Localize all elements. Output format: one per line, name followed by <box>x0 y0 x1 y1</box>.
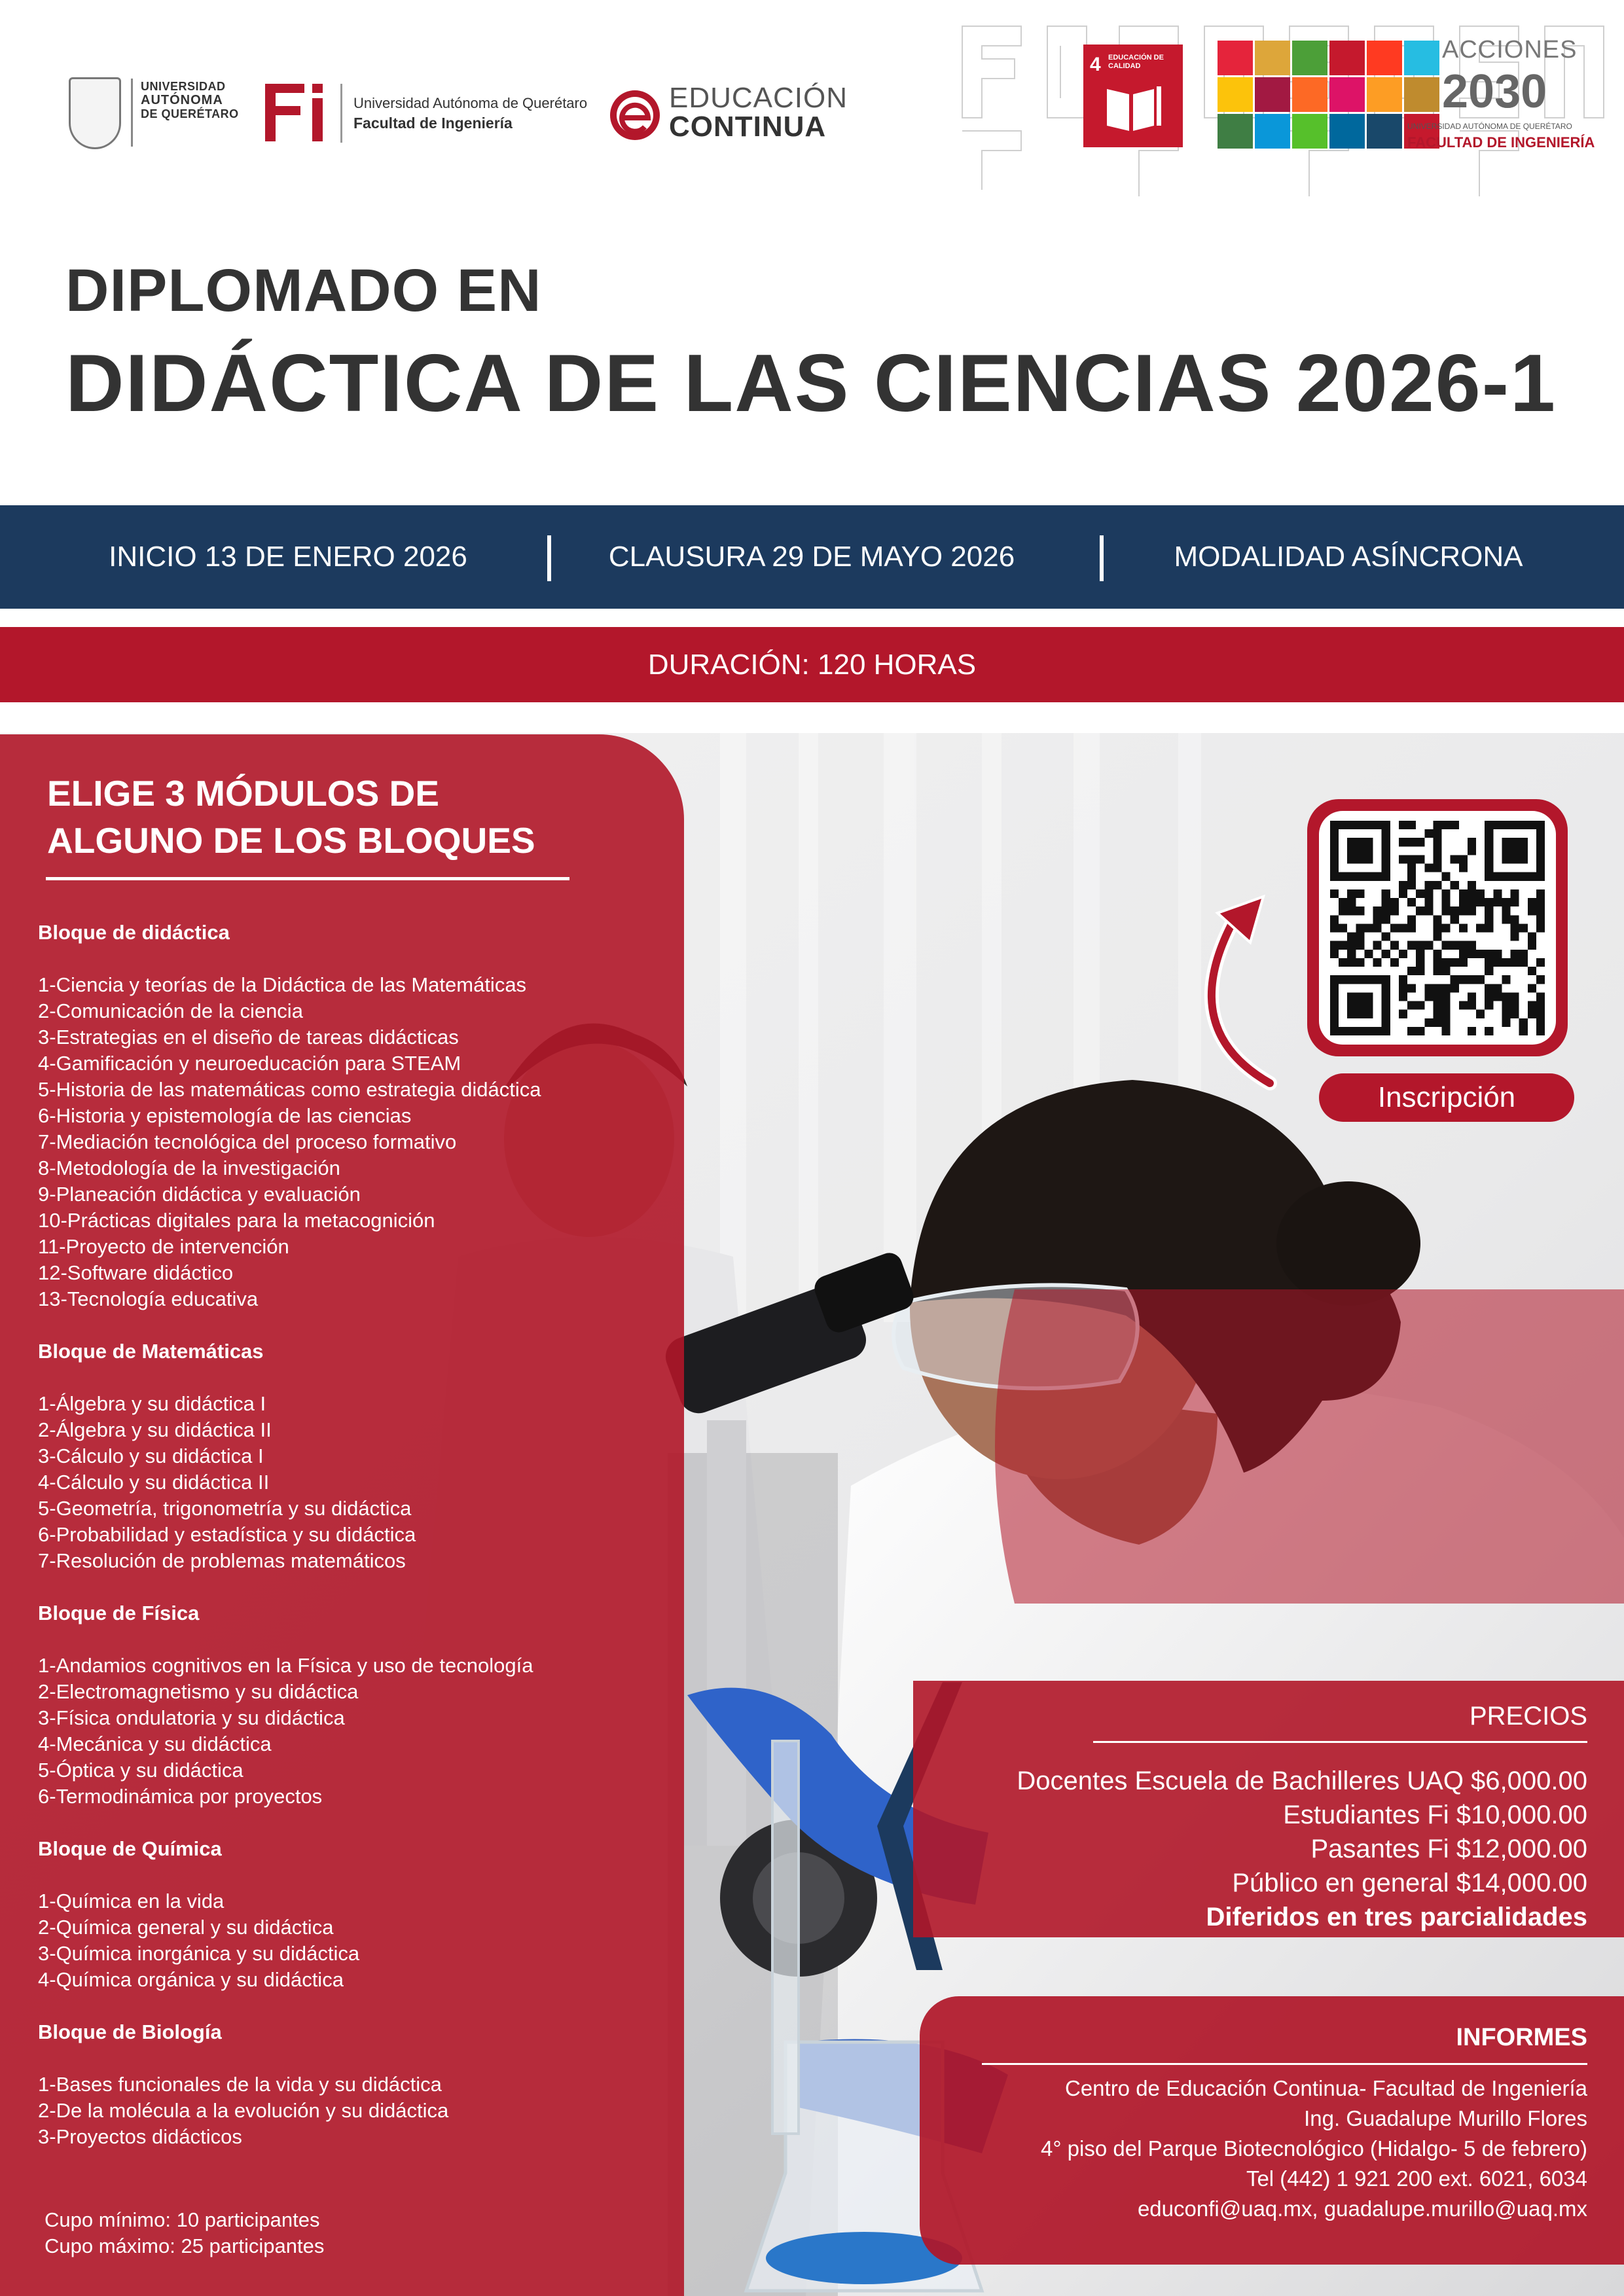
module-block-title: Bloque de Química <box>38 1837 222 1860</box>
capacity-info <box>45 2207 324 2259</box>
module-item: 3-Física ondulatoria y su didáctica <box>38 1706 345 1729</box>
module-item: 3-Estrategias en el diseño de tareas didácticas <box>38 1026 459 1049</box>
fi-logo-text <box>353 94 602 133</box>
module-item: 12-Software didáctico <box>38 1261 234 1284</box>
acciones-year: 2030 <box>1442 65 1547 118</box>
module-item: 6-Termodinámica por proyectos <box>38 1785 323 1808</box>
module-block <box>38 2019 660 2150</box>
uaq-logo-line-3: DE QUERÉTARO <box>141 107 239 120</box>
sdg-tile <box>1218 114 1253 149</box>
module-block-title: Bloque de Biología <box>38 2020 222 2043</box>
sdg-tile <box>1218 77 1253 112</box>
module-block <box>38 920 660 1312</box>
book-pencil-icon <box>1103 82 1163 135</box>
acciones-word: ACCIONES <box>1442 36 1578 63</box>
capacity-max: Cupo máximo: 25 participantes <box>45 2234 325 2257</box>
sdg-4-badge <box>1083 45 1183 147</box>
modules-heading-line-2: ALGUNO DE LOS BLOQUES <box>47 820 535 861</box>
fi-logo-line-1: Universidad Autónoma de Querétaro <box>353 95 588 111</box>
uaq-logo-divider <box>131 79 133 147</box>
module-item: 4-Mecánica y su didáctica <box>38 1732 272 1755</box>
module-block-title: Bloque de didáctica <box>38 921 230 944</box>
page-title-line-2: DIDÁCTICA DE LAS CIENCIAS 2026-1 <box>65 338 1557 429</box>
module-item: 1-Andamios cognitivos en la Física y uso de tecnología <box>38 1654 533 1677</box>
duration-text: DURACIÓN: 120 HORAS <box>647 649 977 681</box>
module-item: 4-Química orgánica y su didáctica <box>38 1968 344 1991</box>
curved-arrow-icon <box>1191 887 1309 1103</box>
educacion-continua-logo-text <box>669 84 848 141</box>
sdg-tile <box>1367 77 1402 112</box>
info-phone[interactable]: Tel (442) 1 921 200 ext. 6021, 6034 <box>1246 2166 1587 2191</box>
info-heading: INFORMES <box>1456 2024 1587 2051</box>
end-date: CLAUSURA 29 DE MAYO 2026 <box>608 541 1015 573</box>
module-item: 1-Álgebra y su didáctica I <box>38 1392 266 1415</box>
module-item: 4-Gamificación y neuroeducación para STEAM <box>38 1052 461 1075</box>
info-center: Centro de Educación Continua- Facultad de Ingeniería <box>1064 2076 1587 2100</box>
sdg-4-label: EDUCACIÓN DE CALIDAD <box>1108 54 1164 70</box>
modules-heading-underline <box>46 877 569 880</box>
info-contact-name: Ing. Guadalupe Murillo Flores <box>1304 2106 1587 2130</box>
module-item: 2-Química general y su didáctica <box>38 1916 334 1939</box>
sdg-color-grid <box>1218 41 1436 149</box>
acciones-subtitle-university: UNIVERSIDAD AUTÓNOMA DE QUERÉTARO <box>1407 122 1572 131</box>
module-item: 2-Comunicación de la ciencia <box>38 999 303 1022</box>
capacity-min: Cupo mínimo: 10 participantes <box>45 2208 320 2231</box>
band-separator-1 <box>547 535 551 581</box>
module-item: 11-Proyecto de intervención <box>38 1235 289 1258</box>
acciones-subtitle-faculty: FACULTAD DE INGENIERÍA <box>1407 134 1595 151</box>
sdg-tile <box>1329 77 1365 112</box>
sdg-tile <box>1292 114 1327 149</box>
uaq-logo-line-2: AUTÓNOMA <box>141 93 223 107</box>
fi-mark: Fi <box>265 80 266 81</box>
info-address: 4° piso del Parque Biotecnológico (Hidalgo- 5 de febrero) <box>1040 2136 1587 2161</box>
educacion-continua-logo-icon <box>607 84 663 146</box>
module-item: 2-Álgebra y su didáctica II <box>38 1418 272 1441</box>
price-note: Diferidos en tres parcialidades <box>1206 1903 1587 1931</box>
module-block-title: Bloque de Matemáticas <box>38 1340 264 1363</box>
ec-logo-line-1: EDUCACIÓN <box>669 82 848 114</box>
module-block <box>38 1338 660 1574</box>
module-block <box>38 1836 660 1993</box>
sdg-tile <box>1292 41 1327 75</box>
module-item: 9-Planeación didáctica y evaluación <box>38 1183 361 1206</box>
sdg-4-number: 4 <box>1090 54 1101 75</box>
sdg-tile <box>1367 114 1402 149</box>
module-item: 10-Prácticas digitales para la metacognición <box>38 1209 435 1232</box>
module-item: 2-Electromagnetismo y su didáctica <box>38 1680 359 1703</box>
sdg-tile <box>1292 77 1327 112</box>
modules-list <box>38 920 660 2176</box>
modules-heading <box>47 770 535 864</box>
module-item: 5-Geometría, trigonometría y su didáctica <box>38 1497 412 1520</box>
module-block-title: Bloque de Física <box>38 1602 200 1624</box>
sdg-tile <box>1404 41 1439 75</box>
module-item: 2-De la molécula a la evolución y su didáctica <box>38 2099 449 2122</box>
info-emails[interactable]: educonfi@uaq.mx, guadalupe.murillo@uaq.mx <box>1137 2197 1587 2221</box>
prices-heading: PRECIOS <box>1469 1702 1587 1731</box>
price-line-4: Público en general $14,000.00 <box>1232 1869 1587 1897</box>
price-line-1: Docentes Escuela de Bachilleres UAQ $6,000.00 <box>1017 1767 1587 1795</box>
uaq-logo-line-1: UNIVERSIDAD <box>141 80 226 93</box>
sdg-tile <box>1218 41 1253 75</box>
module-item: 13-Tecnología educativa <box>38 1287 259 1310</box>
info-divider <box>982 2063 1587 2065</box>
prices-list <box>929 1764 1587 1934</box>
sdg-tile <box>1255 114 1290 149</box>
module-item: 4-Cálculo y su didáctica II <box>38 1471 270 1494</box>
uaq-seal-icon <box>69 77 121 149</box>
prices-divider <box>1093 1741 1587 1743</box>
registration-qr-code[interactable] <box>1329 821 1546 1035</box>
module-item: 5-Óptica y su didáctica <box>38 1759 244 1782</box>
sdg-tile <box>1329 114 1365 149</box>
info-list <box>929 2073 1587 2224</box>
sdg-tile <box>1255 41 1290 75</box>
module-item: 6-Historia y epistemología de las ciencias <box>38 1104 412 1127</box>
page-title-line-1: DIPLOMADO EN <box>65 257 542 324</box>
start-date: INICIO 13 DE ENERO 2026 <box>109 541 467 573</box>
price-line-3: Pasantes Fi $12,000.00 <box>1310 1835 1587 1863</box>
module-item: 3-Proyectos didácticos <box>38 2125 242 2148</box>
band-separator-2 <box>1100 535 1104 581</box>
module-item: 6-Probabilidad y estadística y su didáctica <box>38 1523 416 1546</box>
fi-logo-divider <box>340 84 342 143</box>
module-item: 1-Química en la vida <box>38 1890 225 1912</box>
module-item: 1-Ciencia y teorías de la Didáctica de las Matemáticas <box>38 973 527 996</box>
sdg-tile <box>1255 77 1290 112</box>
module-item: 1-Bases funcionales de la vida y su didáctica <box>38 2073 442 2096</box>
registration-button[interactable]: Inscripción <box>1319 1073 1574 1122</box>
module-item: 5-Historia de las matemáticas como estrategia didáctica <box>38 1078 541 1101</box>
module-block <box>38 1600 660 1810</box>
sdg-tile <box>1329 41 1365 75</box>
ec-logo-line-2: CONTINUA <box>669 111 827 143</box>
modality: MODALIDAD ASÍNCRONA <box>1174 541 1523 573</box>
sdg-tile <box>1367 41 1402 75</box>
uaq-logo-text <box>141 80 272 121</box>
modules-heading-line-1: ELIGE 3 MÓDULOS DE <box>47 773 439 814</box>
module-item: 8-Metodología de la investigación <box>38 1157 340 1179</box>
module-item: 7-Mediación tecnológica del proceso formativo <box>38 1130 457 1153</box>
fi-logo-icon <box>265 80 337 145</box>
sdg-tile <box>1404 77 1439 112</box>
module-item: 3-Química inorgánica y su didáctica <box>38 1942 360 1965</box>
module-item: 7-Resolución de problemas matemáticos <box>38 1549 406 1572</box>
module-item: 3-Cálculo y su didáctica I <box>38 1444 264 1467</box>
price-line-2: Estudiantes Fi $10,000.00 <box>1283 1801 1587 1829</box>
fi-logo-line-2: Facultad de Ingeniería <box>353 115 513 132</box>
